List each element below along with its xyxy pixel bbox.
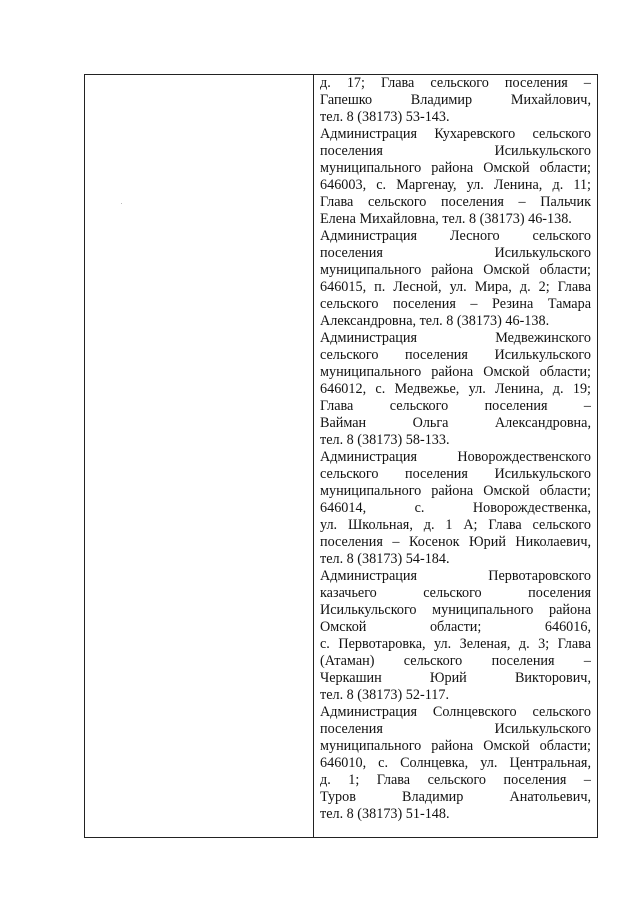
text-line: казачьего сельского поселения — [320, 585, 591, 601]
text-line: Администрация Новорождественского — [320, 449, 591, 465]
text-line: сельского поселения Исилькульского — [320, 347, 591, 363]
text-line: Омской области; 646016, — [320, 619, 591, 635]
text-line: тел. 8 (38173) 51-148. — [320, 806, 450, 822]
text-line: сельского поселения Исилькульского — [320, 466, 591, 482]
text-line: Исилькульского муниципального района — [320, 602, 591, 618]
text-line: муниципального района Омской области; — [320, 160, 591, 176]
text-line: Вайман Ольга Александровна, — [320, 415, 591, 431]
text-line: тел. 8 (38173) 53-143. — [320, 109, 450, 125]
text-line: поселения Исилькульского — [320, 143, 591, 159]
text-line: д. 1; Глава сельского поселения – — [320, 772, 591, 788]
table-right-column — [314, 75, 597, 837]
text-line: Администрация Кухаревского сельского — [320, 126, 591, 142]
text-line: 646014, с. Новорождественка, — [320, 500, 591, 516]
text-line: Глава сельского поселения – Пальчик — [320, 194, 591, 210]
table-left-column — [85, 75, 314, 837]
text-line: муниципального района Омской области; — [320, 483, 591, 499]
text-line: 646010, с. Солнцевка, ул. Центральная, — [320, 755, 591, 771]
text-line: Гапешко Владимир Михайлович, — [320, 92, 591, 108]
text-line: ул. Школьная, д. 1 А; Глава сельского — [320, 517, 591, 533]
text-line: Елена Михайловна, тел. 8 (38173) 46-138. — [320, 211, 572, 227]
text-line: Александровна, тел. 8 (38173) 46-138. — [320, 313, 550, 329]
document-table — [84, 74, 598, 838]
scan-speck — [121, 203, 122, 204]
text-line: д. 17; Глава сельского поселения – — [320, 75, 591, 91]
text-line: поселения Исилькульского — [320, 245, 591, 261]
text-line: поселения Исилькульского — [320, 721, 591, 737]
text-line: Туров Владимир Анатольевич, — [320, 789, 591, 805]
text-line: муниципального района Омской области; — [320, 364, 591, 380]
text-line: тел. 8 (38173) 58-133. — [320, 432, 450, 448]
text-line: сельского поселения – Резина Тамара — [320, 296, 591, 312]
text-line: муниципального района Омской области; — [320, 262, 591, 278]
text-line: Администрация Первотаровского — [320, 568, 591, 584]
text-line: Администрация Солнцевского сельского — [320, 704, 591, 720]
text-line: Администрация Медвежинского — [320, 330, 591, 346]
text-line: тел. 8 (38173) 52-117. — [320, 687, 449, 703]
text-line: 646015, п. Лесной, ул. Мира, д. 2; Глава — [320, 279, 591, 295]
text-line: Администрация Лесного сельского — [320, 228, 591, 244]
text-line: Глава сельского поселения – — [320, 398, 591, 414]
text-line: тел. 8 (38173) 54-184. — [320, 551, 450, 567]
text-line: с. Первотаровка, ул. Зеленая, д. 3; Глава — [320, 636, 591, 652]
text-line: муниципального района Омской области; — [320, 738, 591, 754]
text-line: (Атаман) сельского поселения – — [320, 653, 591, 669]
text-line: Черкашин Юрий Викторович, — [320, 670, 591, 686]
text-line: 646012, с. Медвежье, ул. Ленина, д. 19; — [320, 381, 591, 397]
text-line: поселения – Косенок Юрий Николаевич, — [320, 534, 591, 550]
text-line: 646003, с. Маргенау, ул. Ленина, д. 11; — [320, 177, 591, 193]
